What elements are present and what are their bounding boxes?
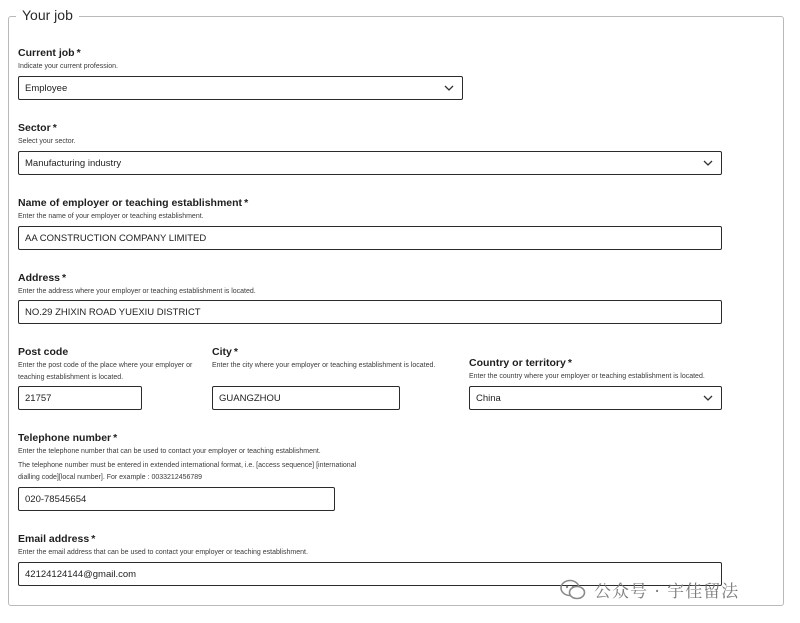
current-job-value: Employee bbox=[25, 82, 68, 94]
post-code-label: Post code bbox=[18, 346, 69, 358]
section-title: Your job bbox=[16, 7, 79, 23]
telephone-hint: Enter the telephone number that can be used to contact your employer or teaching establishment. bbox=[18, 448, 321, 455]
current-job-hint: Indicate your current profession. bbox=[18, 63, 118, 70]
sector-label: Sector * bbox=[18, 122, 57, 134]
telephone-value: 020-78545654 bbox=[25, 493, 87, 505]
email-label: Email address * bbox=[18, 533, 96, 545]
address-label: Address * bbox=[18, 272, 67, 284]
email-hint: Enter the email address that can be used to contact your employer or teaching establishment. bbox=[18, 549, 308, 556]
chevron-down-icon bbox=[440, 77, 458, 99]
watermark-text: 公众号 · 宇佳留法 bbox=[594, 582, 740, 602]
city-value: GUANGZHOU bbox=[219, 392, 281, 404]
employer-hint: Enter the name of your employer or teaching establishment. bbox=[18, 213, 204, 220]
post-code-input[interactable] bbox=[18, 386, 142, 410]
email-value: 42124124144@gmail.com bbox=[25, 568, 137, 580]
chevron-down-icon bbox=[699, 152, 717, 174]
wechat-icon bbox=[560, 579, 586, 601]
city-hint: Enter the city where your employer or teaching establishment is located. bbox=[212, 362, 436, 369]
city-label: City * bbox=[212, 346, 238, 358]
post-code-hint: Enter the post code of the place where your employer or teaching establishment is located. bbox=[18, 362, 193, 381]
sector-select[interactable] bbox=[18, 151, 722, 175]
address-hint: Enter the address where your employer or teaching establishment is located. bbox=[18, 288, 256, 295]
telephone-format-hint: The telephone number must be entered in extended international format, i.e. [access sequence] [international dialling code][local number]. For example : 0033212456789 bbox=[18, 462, 357, 481]
current-job-select[interactable] bbox=[18, 76, 463, 100]
country-hint: Enter the country where your employer or teaching establishment is located. bbox=[469, 373, 705, 380]
employer-input[interactable] bbox=[18, 226, 722, 250]
address-value: NO.29 ZHIXIN ROAD YUEXIU DISTRICT bbox=[25, 306, 201, 318]
city-input[interactable] bbox=[212, 386, 400, 410]
telephone-input[interactable] bbox=[18, 487, 335, 511]
address-input[interactable] bbox=[18, 300, 722, 324]
employer-label: Name of employer or teaching establishment * bbox=[18, 197, 249, 209]
current-job-label: Current job * bbox=[18, 47, 81, 59]
country-value: China bbox=[476, 392, 501, 404]
country-label: Country or territory * bbox=[469, 357, 572, 369]
sector-value: Manufacturing industry bbox=[25, 157, 122, 169]
watermark bbox=[560, 577, 739, 602]
employer-value: AA CONSTRUCTION COMPANY LIMITED bbox=[25, 232, 207, 244]
chevron-down-icon bbox=[699, 387, 717, 409]
post-code-value: 21757 bbox=[25, 392, 52, 404]
telephone-label: Telephone number * bbox=[18, 432, 118, 444]
country-select[interactable] bbox=[469, 386, 722, 410]
sector-hint: Select your sector. bbox=[18, 138, 76, 145]
